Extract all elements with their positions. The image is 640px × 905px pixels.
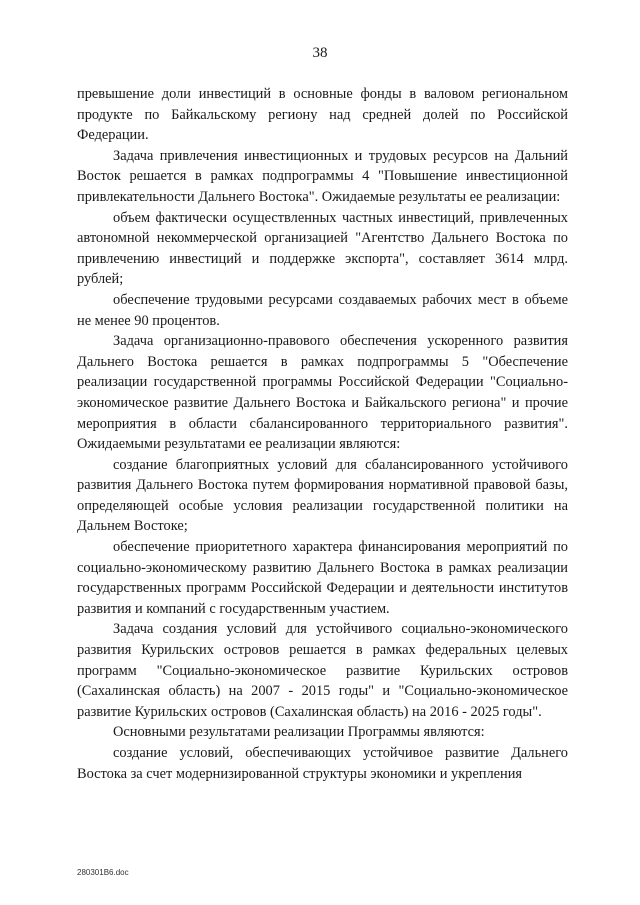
page-number: 38 [312,45,328,61]
paragraph: создание благоприятных условий для сбалансированного устойчивого развития Дальнего Востока путем формирования нормативной правовой базы, определяющей особые условия реализации государственной политики на Дальнем Востоке; [77,456,568,535]
paragraph: создание условий, обеспечивающих устойчивое развитие Дальнего Востока за счет модернизированной структуры экономики и укрепления [77,745,568,782]
paragraph: обеспечение приоритетного характера финансирования мероприятий по социально-экономическому развитию Дальнего Востока в рамках реализации государственных программ Российской Федерации и деятельности институтов развития и компаний с государственным участием. [77,539,568,617]
file-name-footer: 280301B6.doc [77,868,129,877]
paragraph: обеспечение трудовыми ресурсами создаваемых рабочих мест в объеме не менее 90 процентов. [77,291,568,329]
paragraph: превышение доли инвестиций в основные фонды в валовом региональном продукте по Байкальскому региону над средней долей по Российской Федерации. [77,86,568,144]
document-body [77,84,568,784]
paragraph: объем фактически осуществленных частных инвестиций, привлеченных автономной некоммерческой организацией "Агентство Дальнего Востока по привлечению инвестиций и поддержке экспорта", составляет 3614 млрд. рублей; [77,209,568,288]
paragraph: Основными результатами реализации Программы являются: [113,724,485,741]
paragraph: Задача создания условий для устойчивого социально-экономического развития Курильских островов решается в рамках федеральных целевых программ "Социально-экономическое развитие Курильских островов (Сахалинская область) на 2007 - 2015 годы" и "Социально-экономическое развитие Курильских островов (Сахалинская область) на 2016 - 2025 годы". [77,621,568,720]
paragraph: Задача организационно-правового обеспечения ускоренного развития Дальнего Востока решается в рамках подпрограммы 5 "Обеспечение реализации государственной программы Российской Федерации "Социально-экономическое развитие Дальнего Востока и Байкальского региона" и прочие мероприятия в области сбалансированного территориального развития". Ожидаемыми результатами ее реализации являются: [77,333,568,453]
paragraph: Задача привлечения инвестиционных и трудовых ресурсов на Дальний Восток решается в рамках подпрограммы 4 "Повышение инвестиционной привлекательности Дальнего Востока". Ожидаемые результаты ее реализации: [77,147,568,205]
